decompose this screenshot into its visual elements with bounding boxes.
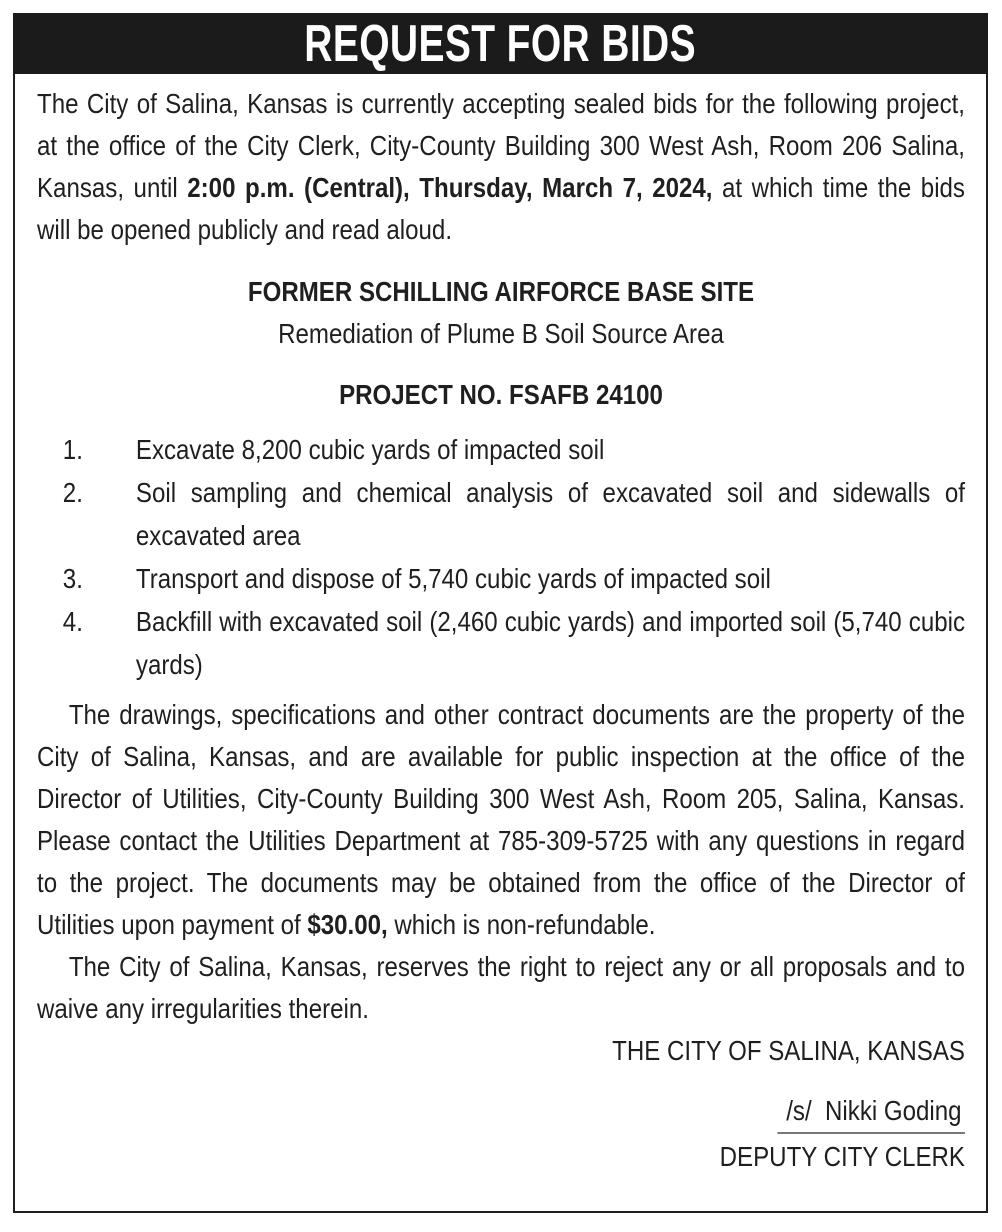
emphasis-text: $30.00, (307, 909, 388, 940)
text-segment: The drawings, specifications and other contract documents are the property of the City of Salina, Kansas, and are available for public inspection at the office of the Director of Utilities, City-County Building 300 West Ash, Room 205, Salina, Kansas. Please contact the Utilities Department at 785-309-5725 with any questions in regard to the project. The documents may be obtained from the office of the Director of Utilities upon payment of (37, 699, 965, 940)
scope-item (63, 428, 965, 471)
text-segment: The City of Salina, Kansas is currently accepting sealed bids for the following project, at the office of the City Clerk, City-County Building 300 West Ash, Room 206 Salina, Kansas, until (37, 88, 965, 203)
organization-name: THE CITY OF SALINA, KANSAS (612, 1035, 965, 1066)
scope-list (63, 428, 965, 686)
site-subheading: Remediation of Plume B Soil Source Area (278, 318, 724, 349)
signature-block (37, 1093, 965, 1134)
deputy-clerk-title: DEPUTY CITY CLERK (719, 1141, 965, 1172)
scope-item-number: 3. (62, 563, 83, 594)
notice-body-box (13, 74, 988, 1213)
scope-item-number: 1. (62, 434, 83, 465)
intro-paragraph (37, 83, 965, 251)
contract-documents-paragraph (37, 694, 965, 946)
site-heading: FORMER SCHILLING AIRFORCE BASE SITE (247, 276, 755, 307)
rights-reservation-paragraph (37, 946, 965, 1030)
scope-item (63, 557, 965, 600)
scope-item (63, 471, 965, 557)
title-banner (13, 13, 988, 74)
text-segment: which is non-refundable. (387, 909, 656, 940)
scope-item-text: Backfill with excavated soil (2,460 cubic yards) and imported soil (5,740 cubic yards) (135, 606, 965, 680)
emphasis-text: 2:00 p.m. (Central), Thursday, March 7, 2024, (187, 172, 713, 203)
scope-item (63, 600, 965, 686)
text-segment: The City of Salina, Kansas, reserves the right to reject any or all proposals and to waive any irregularities therein. (37, 951, 965, 1024)
scope-item-text: Excavate 8,200 cubic yards of impacted soil (135, 434, 605, 465)
bid-notice-document (13, 13, 988, 1213)
scope-item-text: Soil sampling and chemical analysis of excavated soil and sidewalls of excavated area (135, 477, 965, 551)
signature-name: /s/ Nikki Goding (778, 1093, 965, 1134)
scope-item-number: 2. (62, 477, 83, 508)
notice-title: REQUEST FOR BIDS (304, 15, 697, 73)
text-segment: at which time the bids will be opened publicly and read aloud. (37, 172, 965, 245)
scope-item-number: 4. (62, 606, 83, 637)
project-number-heading: PROJECT NO. FSAFB 24100 (339, 379, 663, 410)
notice-body (37, 83, 965, 1179)
scope-item-text: Transport and dispose of 5,740 cubic yards of impacted soil (135, 563, 771, 594)
